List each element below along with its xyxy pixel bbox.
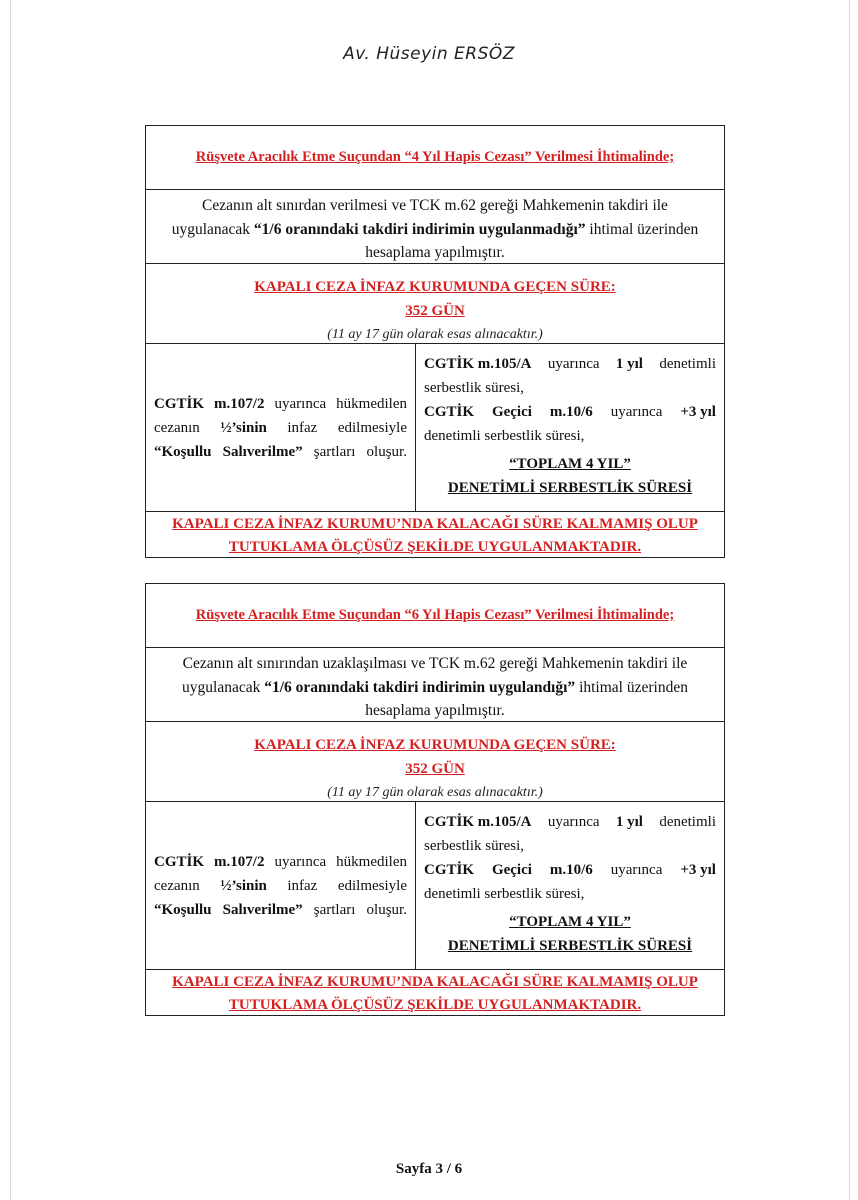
left-text-2: infaz edilmesiyle	[266, 419, 407, 436]
law-article-10-6: m.10/6	[549, 404, 593, 420]
description-pre: uygulanacak	[171, 220, 254, 238]
closed-prison-label: KAPALI CEZA İNFAZ KURUMUNDA GEÇEN SÜRE:	[254, 279, 616, 295]
probation-word-3: uyarınca	[610, 404, 663, 420]
conclusion-row	[146, 512, 724, 557]
law-article-107: CGTİK m.107/2	[154, 395, 265, 412]
total-line-1: “TOPLAM 4 YIL”	[509, 456, 631, 472]
probation-line-1	[424, 810, 716, 834]
total-line-2: DENETİMLİ SERBESTLİK SÜRESİ	[447, 480, 693, 496]
conclusion-row	[146, 970, 724, 1015]
law-gecici: Geçici	[491, 862, 532, 878]
probation-line-2: serbestlik süresi,	[424, 380, 524, 396]
probation-duration-1: 1 yıl	[615, 814, 643, 830]
description-line-2	[156, 218, 714, 242]
probation-duration-2: +3 yıl	[680, 404, 716, 420]
total-probation	[424, 910, 716, 958]
probation-word-1: uyarınca	[547, 814, 600, 830]
total-line-2: DENETİMLİ SERBESTLİK SÜRESİ	[447, 938, 693, 954]
law-article-10-6: m.10/6	[549, 862, 593, 878]
probation-line-2: serbestlik süresi,	[424, 838, 524, 854]
left-text-2: infaz edilmesiyle	[266, 877, 407, 894]
probation-line-3	[424, 858, 716, 882]
closed-prison-time-row	[146, 722, 724, 802]
fraction-half: ½’sinin	[220, 877, 267, 894]
closed-prison-note: (11 ay 17 gün olarak esas alınacaktır.)	[327, 327, 543, 342]
fraction-half: ½’sinin	[220, 419, 267, 436]
conclusion-line-2: TUTUKLAMA ÖLÇÜSÜZ ŞEKİLDE UYGULANMAKTADIR.	[228, 997, 642, 1013]
law-article-105a: CGTİK m.105/A	[424, 356, 532, 372]
left-text-3: şartları oluşur.	[302, 443, 407, 460]
probation-word-3: uyarınca	[610, 862, 663, 878]
probation-line-4: denetimli serbestlik süresi,	[424, 428, 585, 444]
closed-prison-value: 352 GÜN	[405, 760, 465, 777]
description-line-2	[156, 676, 714, 700]
conditional-release-term: “Koşullu Salıverilme”	[154, 443, 303, 460]
description-emphasis: “1/6 oranındaki takdiri indirimin uygulanmadığı”	[253, 220, 586, 238]
calculation-table-6-years	[145, 583, 725, 1016]
probation-cell	[416, 802, 724, 969]
description-line-3: hesaplama yapılmıştır.	[365, 702, 505, 719]
conditional-release-cell	[146, 344, 416, 511]
table-title: Rüşvete Aracılık Etme Suçundan “4 Yıl Hapis Cezası” Verilmesi İhtimalinde;	[195, 149, 675, 165]
law-cgtik: CGTİK	[424, 862, 475, 878]
probation-line-1	[424, 352, 716, 376]
conclusion-line-1: KAPALI CEZA İNFAZ KURUMU’NDA KALACAĞI SÜRE KALMAMIŞ OLUP	[172, 974, 698, 990]
probation-cell	[416, 344, 724, 511]
release-split-row	[146, 344, 724, 512]
page-edge-left	[10, 0, 11, 1200]
calculation-table-4-years	[145, 125, 725, 558]
description-row	[146, 648, 724, 722]
release-split-row	[146, 802, 724, 970]
page-number: Sayfa 3 / 6	[395, 1161, 463, 1177]
conclusion-line-1: KAPALI CEZA İNFAZ KURUMU’NDA KALACAĞI SÜRE KALMAMIŞ OLUP	[172, 516, 698, 532]
probation-word-2: denetimli	[659, 356, 716, 372]
description-line-1: Cezanın alt sınırından uzaklaşılması ve TCK m.62 gereği Mahkemenin takdiri ile	[182, 655, 688, 672]
probation-line-4: denetimli serbestlik süresi,	[424, 886, 585, 902]
description-post: ihtimal üzerinden	[585, 220, 699, 238]
description-post: ihtimal üzerinden	[575, 678, 688, 696]
description-pre: uygulanacak	[182, 678, 265, 696]
probation-duration-1: 1 yıl	[615, 356, 643, 372]
closed-prison-time-row	[146, 264, 724, 344]
conditional-release-term: “Koşullu Salıverilme”	[154, 901, 303, 918]
total-line-1: “TOPLAM 4 YIL”	[509, 914, 631, 930]
probation-word-2: denetimli	[659, 814, 716, 830]
closed-prison-note: (11 ay 17 gün olarak esas alınacaktır.)	[327, 785, 543, 800]
probation-word-1: uyarınca	[547, 356, 600, 372]
closed-prison-value: 352 GÜN	[405, 302, 465, 319]
conditional-release-text	[154, 392, 407, 464]
left-text-3: şartları oluşur.	[302, 901, 407, 918]
description-line-3: hesaplama yapılmıştır.	[365, 244, 505, 261]
conditional-release-text	[154, 850, 407, 922]
probation-line-3	[424, 400, 716, 424]
page-header-author: Av. Hüseyin ERSÖZ	[343, 44, 515, 64]
law-cgtik: CGTİK	[424, 404, 475, 420]
table-title-row	[146, 584, 724, 648]
table-title: Rüşvete Aracılık Etme Suçundan “6 Yıl Hapis Cezası” Verilmesi İhtimalinde;	[195, 607, 675, 623]
probation-duration-2: +3 yıl	[680, 862, 716, 878]
law-article-105a: CGTİK m.105/A	[424, 814, 532, 830]
page-edge-right	[849, 0, 850, 1200]
law-gecici: Geçici	[491, 404, 532, 420]
conclusion-line-2: TUTUKLAMA ÖLÇÜSÜZ ŞEKİLDE UYGULANMAKTADIR.	[228, 539, 642, 555]
conditional-release-cell	[146, 802, 416, 969]
left-text-1: uyarınca hükmedilen cezanın	[154, 395, 407, 436]
law-article-107: CGTİK m.107/2	[154, 853, 265, 870]
description-emphasis: “1/6 oranındaki takdiri indirimin uygulandığı”	[264, 678, 576, 696]
description-row	[146, 190, 724, 264]
closed-prison-label: KAPALI CEZA İNFAZ KURUMUNDA GEÇEN SÜRE:	[254, 737, 616, 753]
left-text-1: uyarınca hükmedilen cezanın	[154, 853, 407, 894]
table-title-row	[146, 126, 724, 190]
description-line-1: Cezanın alt sınırdan verilmesi ve TCK m.62 gereği Mahkemenin takdiri ile	[202, 197, 668, 214]
total-probation	[424, 452, 716, 500]
